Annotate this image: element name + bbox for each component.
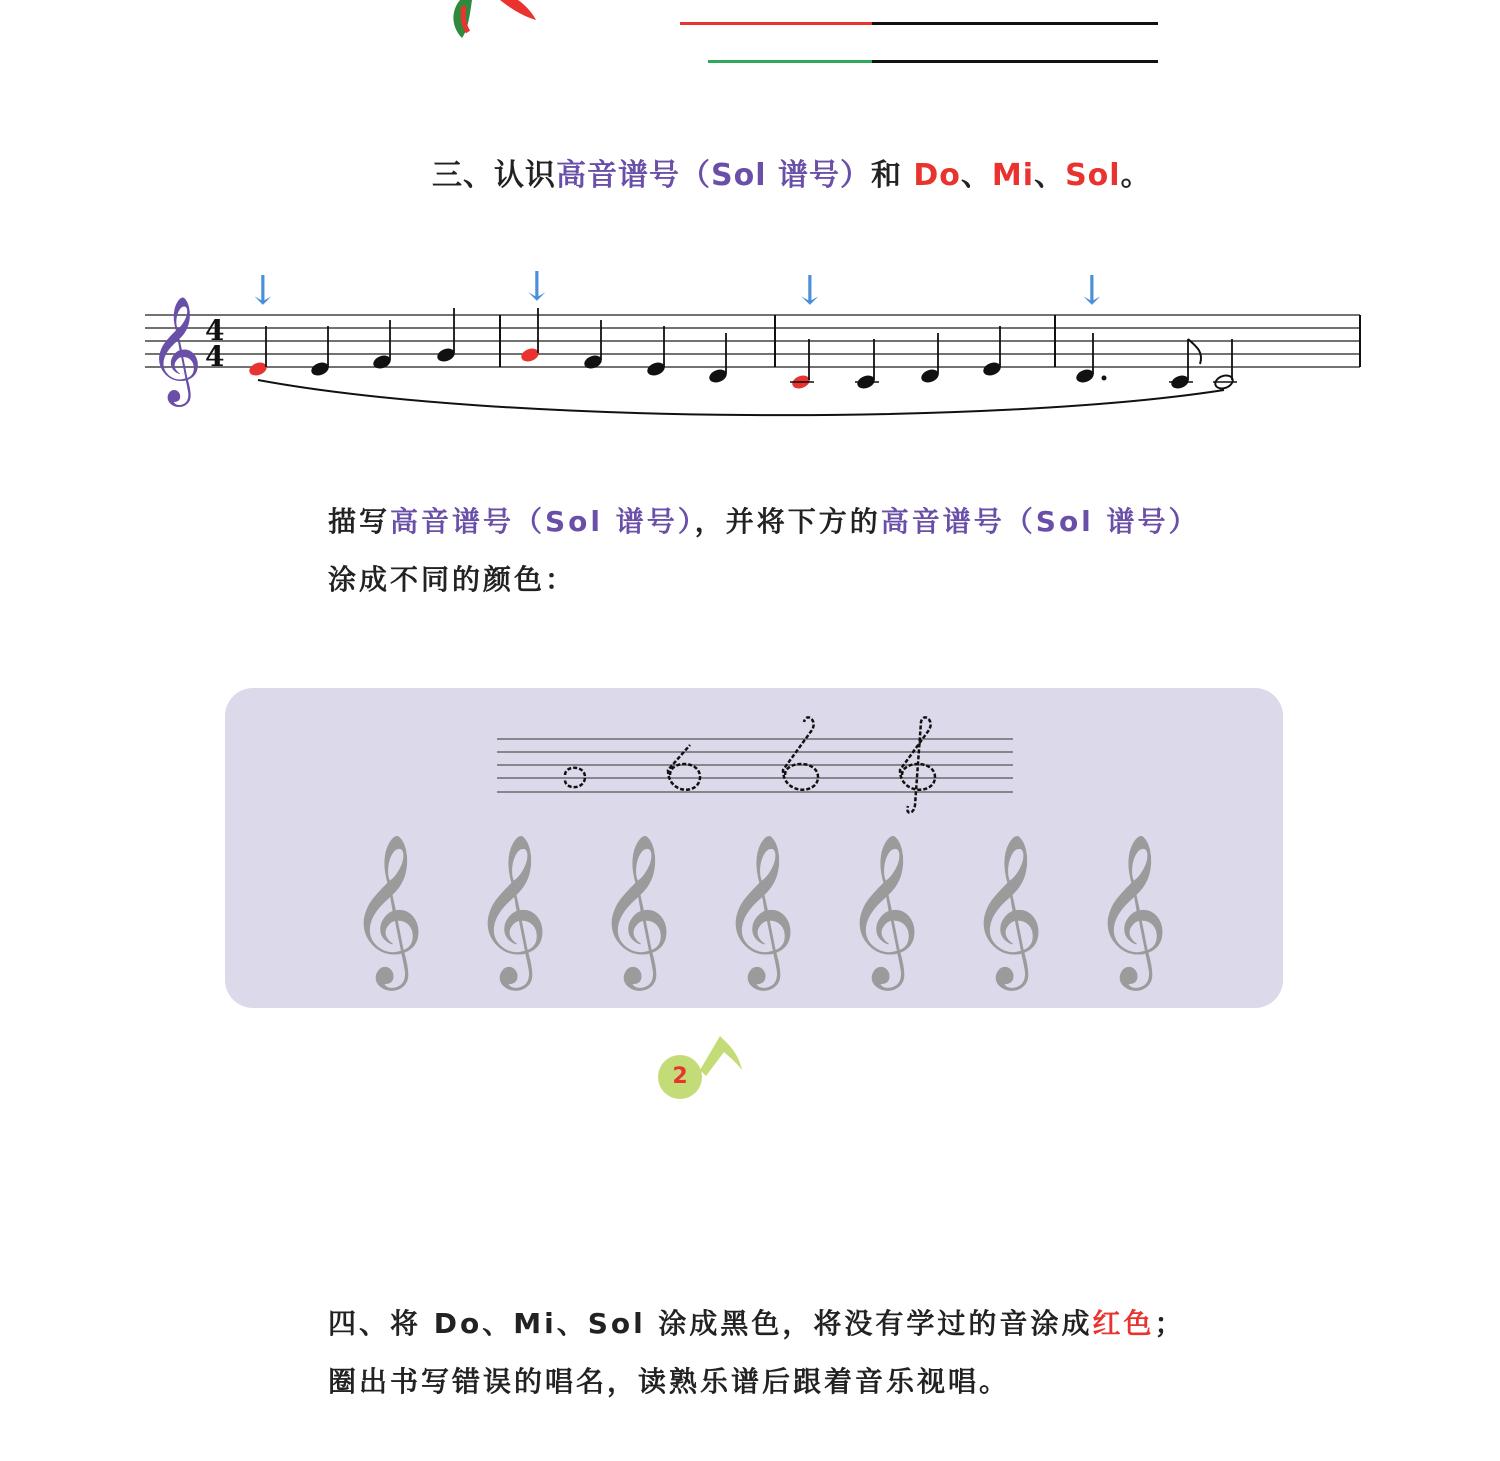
clef-stroke-order-diagram bbox=[490, 700, 1020, 830]
measure-3 bbox=[790, 326, 1003, 391]
treble-clef-icon[interactable]: 𝄞 bbox=[472, 832, 549, 984]
slur bbox=[258, 380, 1224, 415]
stroke-step-3 bbox=[783, 717, 818, 789]
treble-clef-icon[interactable]: 𝄞 bbox=[844, 832, 921, 984]
time-signature-top: 4 bbox=[205, 314, 225, 347]
time-signature-bottom: 4 bbox=[205, 340, 225, 373]
trace-instruction-line-1: 描写高音谱号（Sol 谱号），并将下方的高音谱号（Sol 谱号） bbox=[328, 505, 1200, 538]
arrow-icon: ↓ bbox=[246, 268, 280, 314]
section-4-heading-line-1: 四、将 Do、Mi、Sol 涂成黑色，将没有学过的音涂成红色； bbox=[328, 1307, 1186, 1340]
character-illustration-fragment bbox=[440, 0, 550, 44]
answer-line-green bbox=[708, 60, 872, 63]
page-number: 2 bbox=[658, 1055, 702, 1099]
arrow-icon: ↓ bbox=[1075, 268, 1109, 314]
arrow-icon: ↓ bbox=[793, 268, 827, 314]
arrow-markers bbox=[246, 264, 1109, 314]
section-3-heading: 三、认识高音谱号（Sol 谱号）和 Do、Mi、Sol。 bbox=[432, 158, 1152, 193]
answer-line-black-1 bbox=[872, 22, 1158, 25]
answer-line-black-2 bbox=[872, 60, 1158, 63]
treble-clef-icon[interactable]: 𝄞 bbox=[968, 832, 1045, 984]
treble-clef-icon[interactable]: 𝄞 bbox=[596, 832, 673, 984]
treble-clef-icon[interactable]: 𝄞 bbox=[1092, 832, 1169, 984]
treble-clef-icon[interactable]: 𝄞 bbox=[348, 832, 425, 984]
treble-clef-icon: 𝄞 bbox=[148, 295, 203, 402]
trace-instruction-line-2: 涂成不同的颜色： bbox=[328, 563, 577, 596]
answer-line-red bbox=[680, 22, 872, 25]
eighth-note-icon bbox=[698, 1030, 748, 1080]
music-score bbox=[0, 250, 1500, 430]
section-4-heading-line-2: 圈出书写错误的唱名，读熟乐谱后跟着音乐视唱。 bbox=[328, 1365, 1011, 1398]
measure-2 bbox=[519, 308, 728, 385]
arrow-icon: ↓ bbox=[520, 264, 554, 310]
treble-clef-icon[interactable]: 𝄞 bbox=[720, 832, 797, 984]
